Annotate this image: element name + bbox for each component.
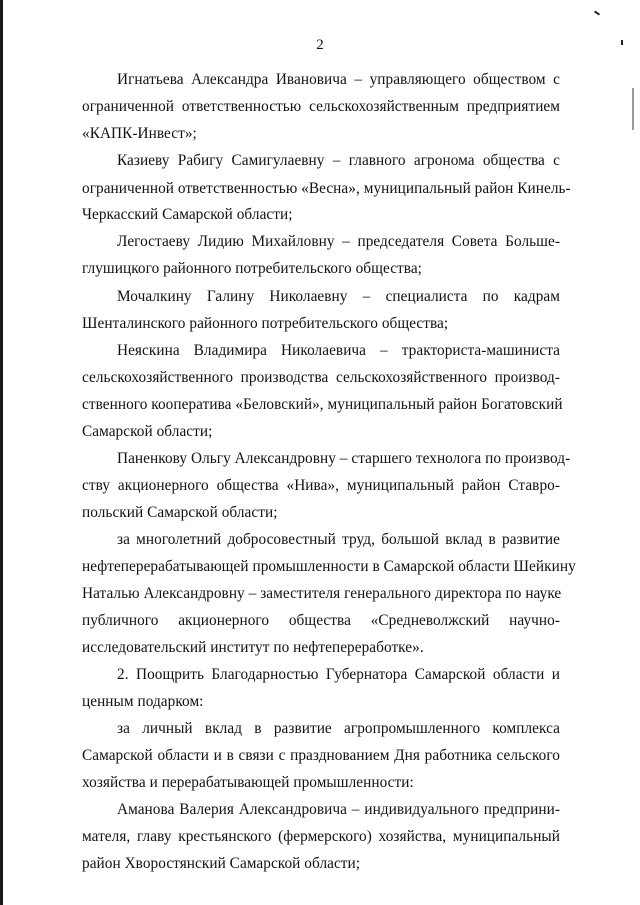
text-line: район Хворостянский Самарской области; [82,855,361,872]
text-line: Черкасский Самарской области; [82,206,293,223]
scan-left-edge [0,0,3,905]
text-line: «КАПК-Инвест»; [82,125,197,142]
text-line: 2. Поощрить Благодарностью Губернатора Самарской области и [117,666,560,683]
text-line: хозяйства и перерабатывающей промышленности: [82,774,414,791]
text-line: нефтеперерабатывающей промышленности в Самарской области Шейкину [82,558,576,575]
page-number: 2 [316,37,324,53]
text-line: ству акционерного общества «Нива», муниципальный район Ставро- [82,477,560,494]
text-line: Паненкову Ольгу Александровну – старшего технолога по производ- [117,450,571,467]
text-line: мателя, главу крестьянского (фермерского) хозяйства, муниципальный [82,828,560,845]
scan-right-mark [632,88,634,130]
text-line: Мочалкину Галину Николаевну – специалиста по кадрам [117,288,560,305]
text-line: Игнатьева Александра Ивановича – управляющего обществом с [117,71,560,88]
text-line: сельскохозяйственного производства сельскохозяйственного производ- [82,369,560,386]
text-line: публичного акционерного общества «Средневолжский научно- [82,612,560,629]
text-line: Самарской области; [82,423,213,440]
text-line: ценным подарком: [82,693,204,710]
text-line: ственного кооператива «Беловский», муниципальный район Богатовский [82,396,563,413]
text-line: за многолетний добросовестный труд, большой вклад в развитие [117,531,560,548]
scan-speck [594,10,600,15]
text-line: Шенталинского районного потребительского общества; [82,315,449,332]
text-line: Аманова Валерия Александровича – индивидуального предприни- [117,801,560,818]
text-line: Казиеву Рабигу Самигулаевну – главного агронома общества с [117,152,560,169]
text-line: ограниченной ответственностью «Весна», муниципальный район Кинель- [82,180,571,197]
text-line: глушицкого районного потребительского общества; [82,260,422,277]
text-line: Самарской области и в связи с празднованием Дня работника сельского [82,747,560,764]
text-line: исследовательский институт по нефтепереработке». [82,639,424,656]
text-line: за личный вклад в развитие агропромышленного комплекса [117,720,560,737]
text-line: ограниченной ответственностью сельскохозяйственным предприятием [82,98,560,115]
text-line: польский Самарской области; [82,504,278,521]
text-line: Наталью Александровну – заместителя генерального директора по науке [82,585,562,602]
text-line: Неяскина Владимира Николаевича – тракториста-машиниста [117,342,560,359]
text-line: Легостаеву Лидию Михайловну – председателя Совета Больше- [117,233,560,250]
